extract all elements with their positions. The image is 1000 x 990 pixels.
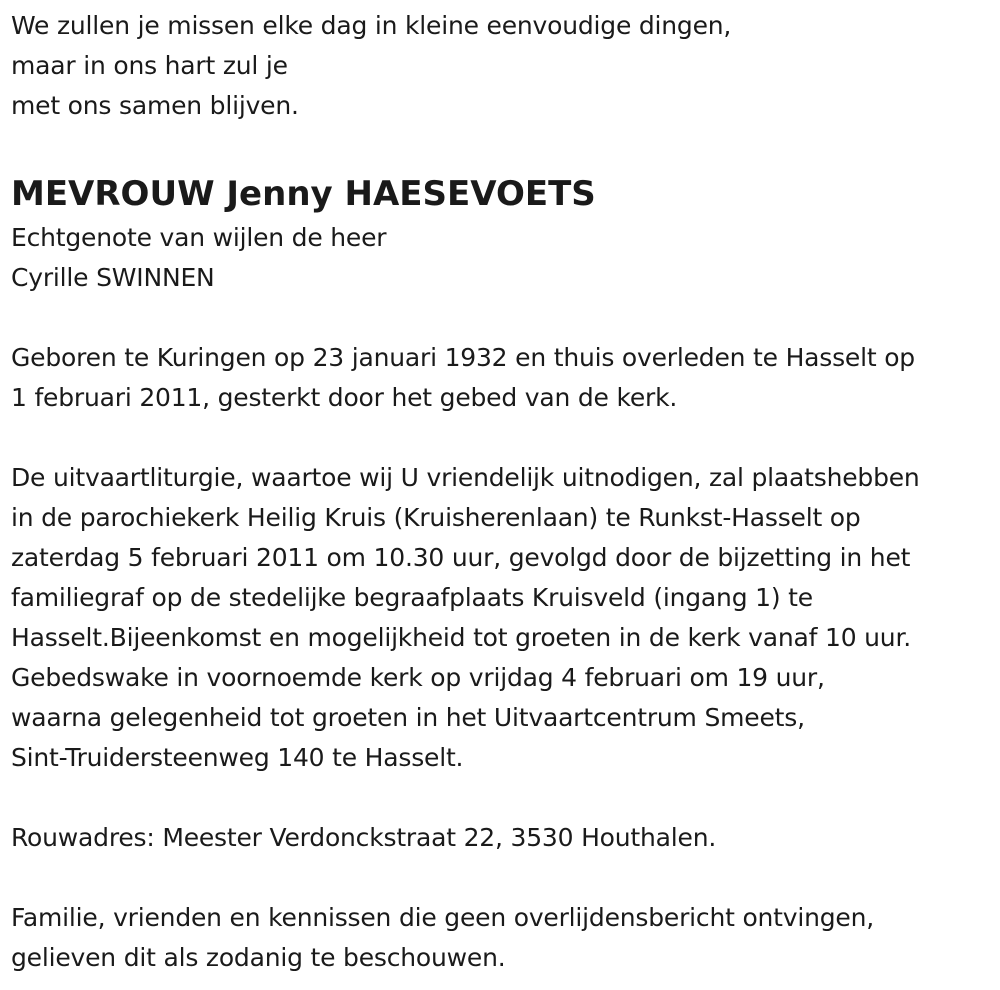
funeral-paragraph [11, 458, 996, 778]
poem-verse [11, 6, 996, 126]
closing-line: gelieven dit als zodanig te beschouwen. [11, 943, 506, 972]
address-line: Rouwadres: Meester Verdonckstraat 22, 3530 Houthalen. [11, 823, 717, 852]
mourning-address [11, 818, 996, 858]
funeral-line: familiegraf op de stedelijke begraafplaats Kruisveld (ingang 1) te [11, 583, 813, 612]
poem-line: maar in ons hart zul je [11, 51, 288, 80]
poem-line: We zullen je missen elke dag in kleine eenvoudige dingen, [11, 11, 732, 40]
spouse-line: Echtgenote van wijlen de heer [11, 223, 387, 252]
funeral-line: in de parochiekerk Heilig Kruis (Kruisherenlaan) te Runkst-Hasselt op [11, 503, 861, 532]
birth-death-line: 1 februari 2011, gesterkt door het gebed van de kerk. [11, 383, 678, 412]
closing-line: Familie, vrienden en kennissen die geen overlijdensbericht ontvingen, [11, 903, 875, 932]
closing-paragraph [11, 898, 996, 978]
obituary-notice [11, 0, 996, 978]
funeral-line: De uitvaartliturgie, waartoe wij U vriendelijk uitnodigen, zal plaatshebben [11, 463, 920, 492]
funeral-line: Hasselt.Bijeenkomst en mogelijkheid tot groeten in de kerk vanaf 10 uur. [11, 623, 911, 652]
spouse-line: Cyrille SWINNEN [11, 263, 215, 292]
funeral-line: waarna gelegenheid tot groeten in het Uitvaartcentrum Smeets, [11, 703, 805, 732]
funeral-line: zaterdag 5 februari 2011 om 10.30 uur, gevolgd door de bijzetting in het [11, 543, 911, 572]
spouse-info [11, 218, 996, 298]
funeral-line: Gebedswake in voornoemde kerk op vrijdag 4 februari om 19 uur, [11, 663, 825, 692]
poem-line: met ons samen blijven. [11, 91, 299, 120]
funeral-line: Sint-Truidersteenweg 140 te Hasselt. [11, 743, 464, 772]
birth-death-line: Geboren te Kuringen op 23 januari 1932 en thuis overleden te Hasselt op [11, 343, 915, 372]
birth-death-paragraph [11, 338, 996, 418]
deceased-name: MEVROUW Jenny HAESEVOETS [11, 174, 596, 214]
